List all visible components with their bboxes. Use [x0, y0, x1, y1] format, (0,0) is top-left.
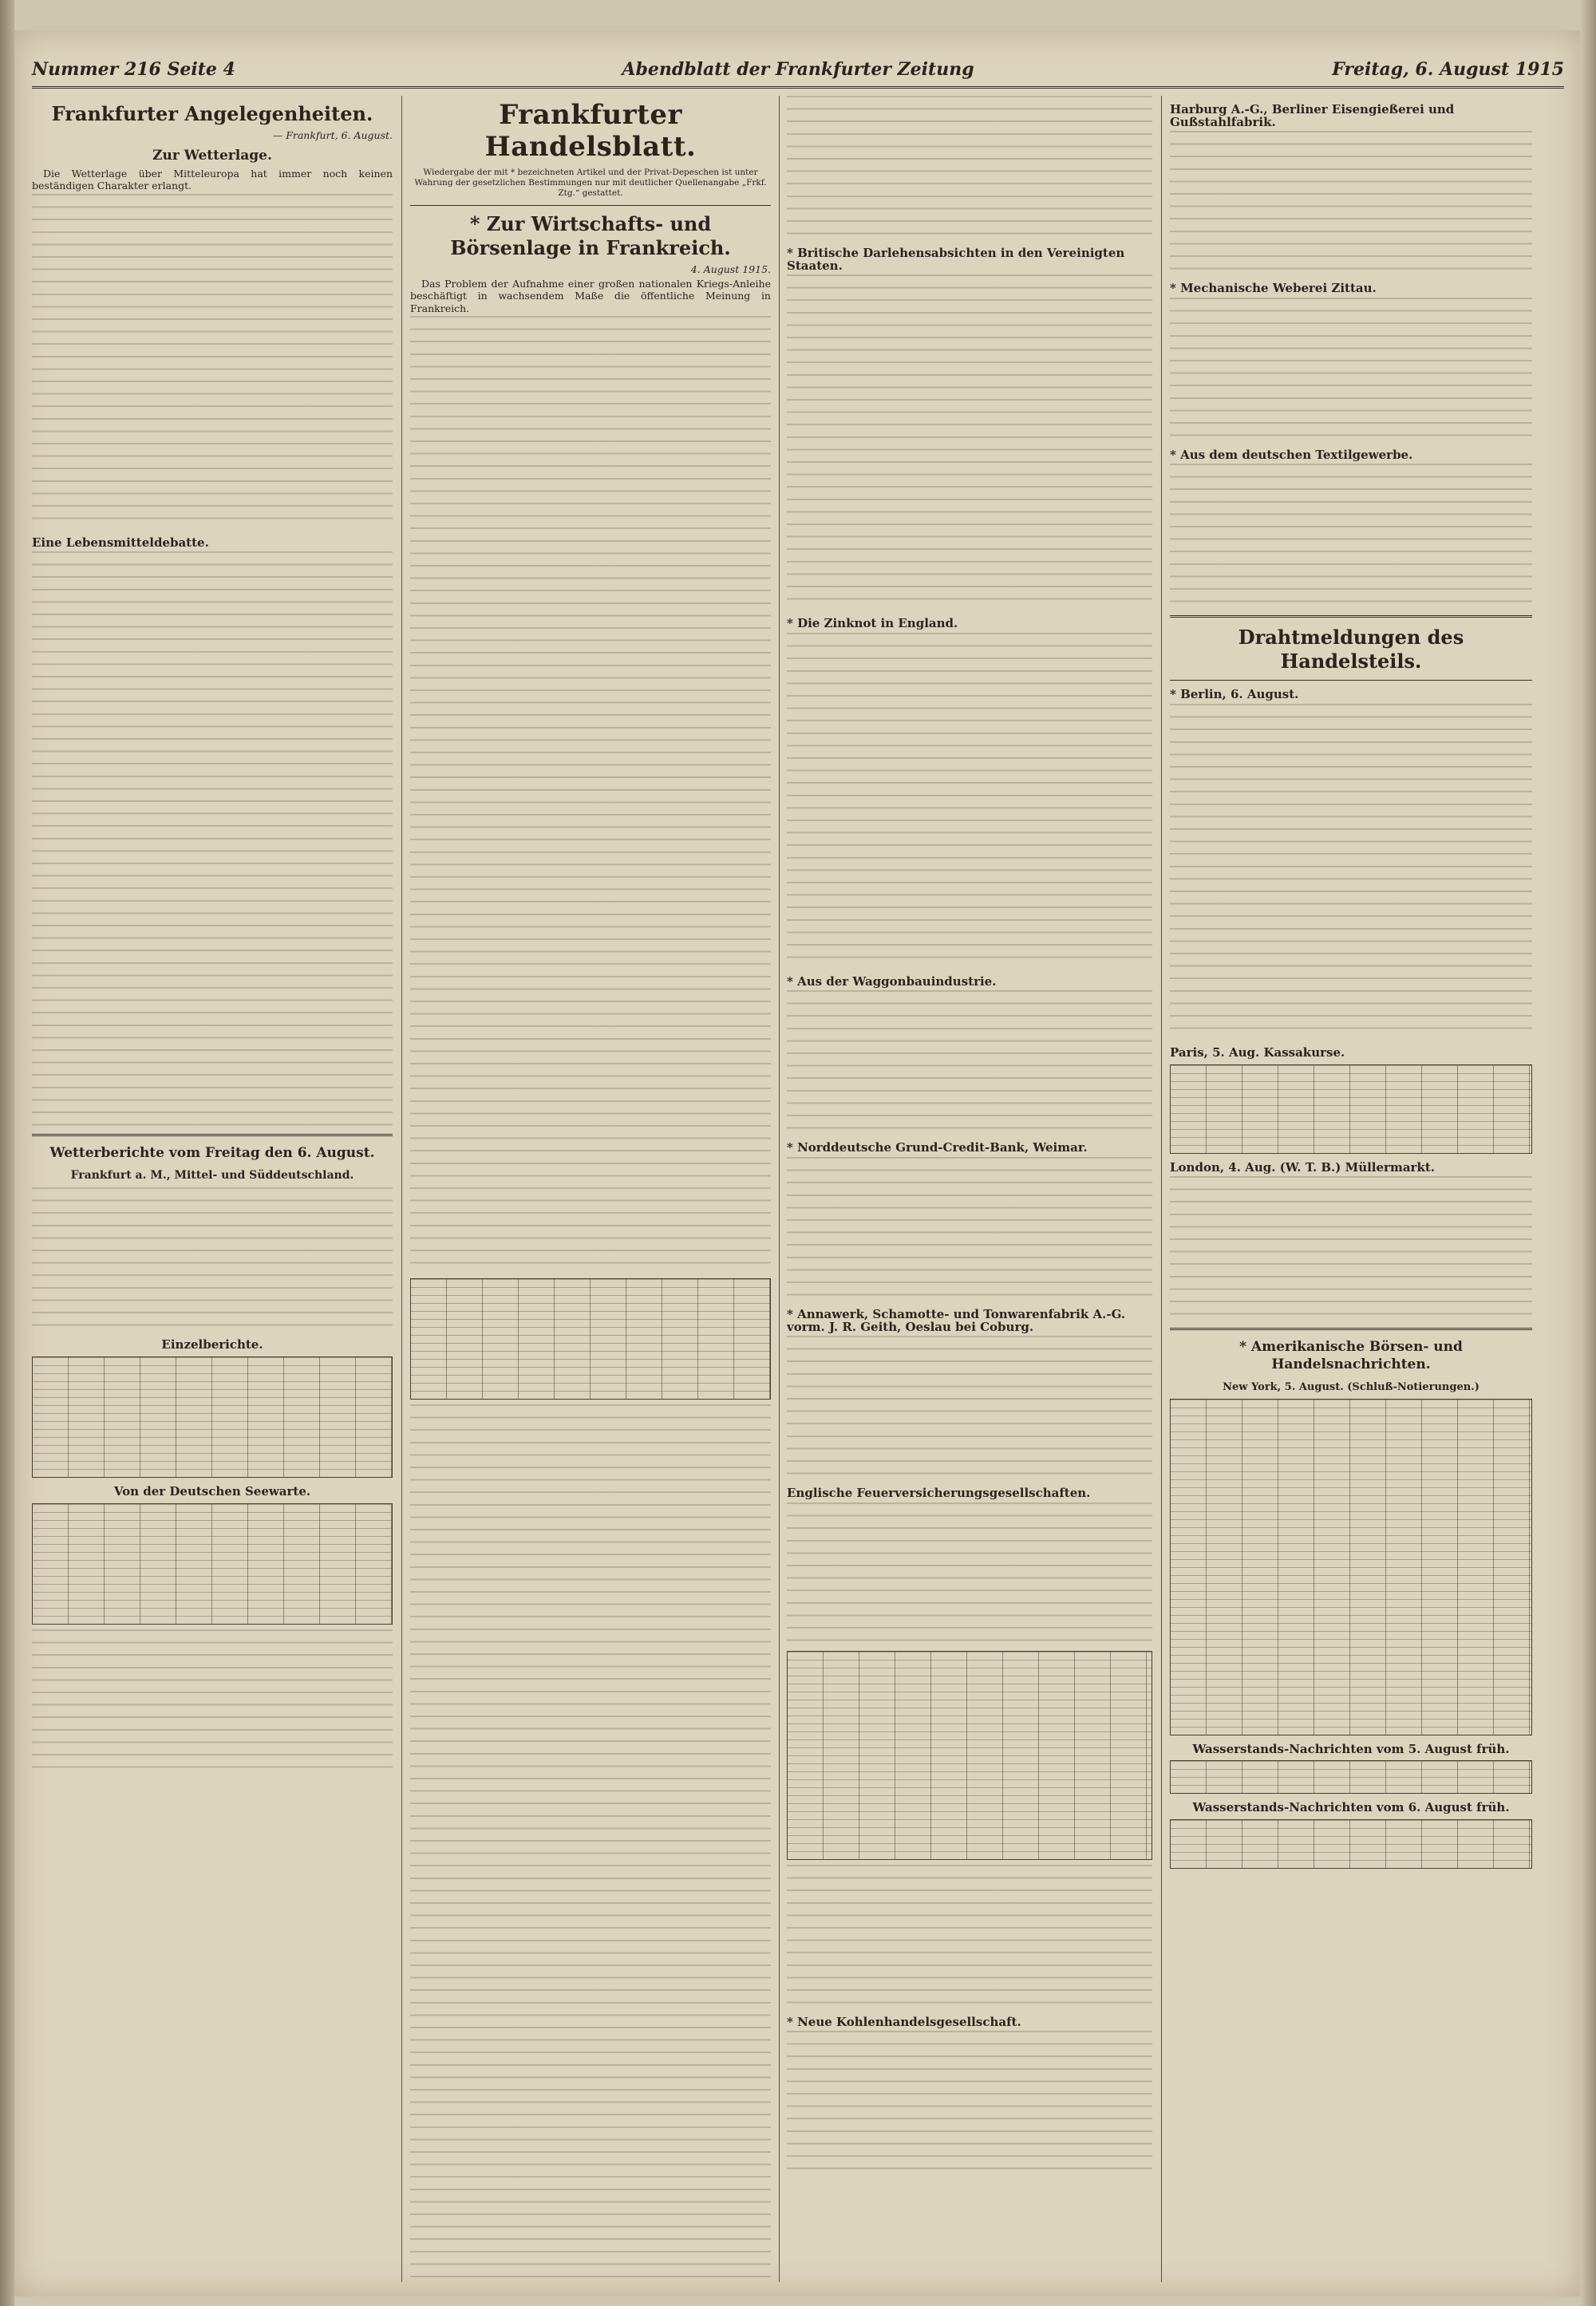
article-body [410, 1404, 771, 2282]
weather-subtitle: Frankfurt a. M., Mittel- und Süddeutschland. [70, 1169, 354, 1183]
weather-notes [32, 1629, 393, 1773]
article-heading: * Neue Kohlenhandelsgesellschaft. [787, 2014, 1021, 2029]
article-body [787, 96, 1152, 239]
divider [32, 1134, 393, 1136]
article-body [1170, 131, 1532, 274]
book-spine [0, 0, 14, 2306]
water-level-table [1170, 1819, 1532, 1869]
column-business-news [787, 96, 1152, 2282]
column-rule [401, 96, 402, 2282]
stations-table [32, 1503, 393, 1625]
masthead [32, 54, 1564, 89]
column-rule [779, 96, 780, 2282]
newspaper-title: Abendblatt der Frankfurter Zeitung [622, 59, 974, 80]
article-heading: * Britische Darlehensabsichten in den Vereinigten Staaten. [787, 246, 1125, 273]
wire-heading: Paris, 5. Aug. Kassakurse. [1170, 1044, 1345, 1060]
issue-date: Freitag, 6. August 1915 [1332, 59, 1564, 80]
divider [1170, 1328, 1532, 1330]
newyork-quotes-table [1170, 1399, 1532, 1735]
wire-heading: * Berlin, 6. August. [1170, 687, 1299, 702]
dateline: 4. August 1915. [690, 263, 771, 275]
column-local-news [32, 96, 393, 2282]
weather-title: Wetterberichte vom Freitag den 6. August. [49, 1145, 375, 1162]
page-number: Nummer 216 Seite 4 [32, 59, 235, 80]
weather-table [32, 1356, 393, 1478]
american-section-title: * Amerikanische Börsen- und Handelsnachrichten. [1239, 1339, 1463, 1373]
article-heading: * Norddeutsche Grund-Credit-Bank, Weimar. [787, 1140, 1088, 1155]
weather-text [32, 1187, 393, 1331]
column-rule [1161, 96, 1162, 2282]
article-body [32, 551, 393, 1126]
divider [1170, 680, 1532, 681]
article-heading: * Mechanische Weberei Zittau. [1170, 281, 1377, 296]
wire-heading: London, 4. Aug. (W. T. B.) Müllermarkt. [1170, 1159, 1435, 1175]
column-trade-section [410, 96, 771, 2282]
article-heading: * Die Zinknot in England. [787, 616, 958, 631]
stations-title: Von der Deutschen Seewarte. [113, 1483, 311, 1499]
article-heading: Zur Wetterlage. [152, 147, 272, 164]
article-body [1170, 298, 1532, 441]
insurance-table [787, 1651, 1152, 1860]
article-body [1170, 464, 1532, 607]
article-lead: Die Wetterlage über Mitteleuropa hat immer noch keinen beständigen Charakter erlangt. [32, 167, 393, 192]
article-body [787, 633, 1152, 968]
article-body [787, 1502, 1152, 1646]
reprint-note: Wiedergabe der mit * bezeichneten Artikel und der Privat-Depeschen ist unter Wahrung der gesetzlichen Bestimmungen nur mit deutlicher Quellenangabe „Frkf. Ztg.“ gestattet. [414, 168, 767, 198]
article-body [787, 1865, 1152, 2008]
article-body [1170, 704, 1532, 1039]
article-heading: Englische Feuerversicherungsgesellschaften. [787, 1486, 1091, 1501]
weather-table-title: Einzelberichte. [161, 1337, 263, 1352]
article-lead: Das Problem der Aufnahme einer großen nationalen Kriegs-Anleihe beschäftigt in wachsendem Maße die öffentliche Meinung in Frankreich. [410, 277, 771, 314]
divider [410, 205, 771, 206]
column-wire-reports [1170, 96, 1532, 2282]
article-body [410, 316, 771, 1273]
water-level-title: Wasserstands-Nachrichten vom 6. August früh. [1192, 1800, 1510, 1815]
water-level-title: Wasserstands-Nachrichten vom 5. August früh. [1192, 1741, 1510, 1756]
article-body [1170, 1176, 1532, 1320]
article-body [787, 990, 1152, 1134]
rates-table [410, 1278, 771, 1400]
article-body [787, 274, 1152, 610]
article-body [32, 194, 393, 529]
article-heading: * Annawerk, Schamotte- und Tonwarenfabrik A.-G. vorm. J. R. Geith, Oeslau bei Coburg. [787, 1306, 1126, 1334]
section-title: Drahtmeldungen des Handelsteils. [1238, 626, 1464, 673]
divider [1170, 615, 1532, 618]
article-body [787, 1336, 1152, 1479]
water-level-table [1170, 1760, 1532, 1794]
article-headline: * Zur Wirtschafts- und Börsenlage in Frankreich. [450, 212, 731, 259]
article-body [787, 2031, 1152, 2174]
section-title: Frankfurter Angelegenheiten. [51, 102, 373, 125]
article-body [787, 1157, 1152, 1301]
paris-quotes-table [1170, 1064, 1532, 1154]
section-title: Frankfurter Handelsblatt. [484, 99, 697, 163]
article-heading: * Aus der Waggonbauindustrie. [787, 973, 997, 989]
wire-heading: New York, 5. August. (Schluß-Notierungen.) [1223, 1381, 1479, 1394]
page-edge [1580, 0, 1596, 2306]
article-heading: * Aus dem deutschen Textilgewerbe. [1170, 447, 1413, 462]
dateline: — Frankfurt, 6. August. [272, 129, 393, 141]
article-heading: Eine Lebensmitteldebatte. [32, 535, 209, 550]
article-heading: Harburg A.-G., Berliner Eisengießerei und Gußstahlfabrik. [1170, 102, 1455, 129]
